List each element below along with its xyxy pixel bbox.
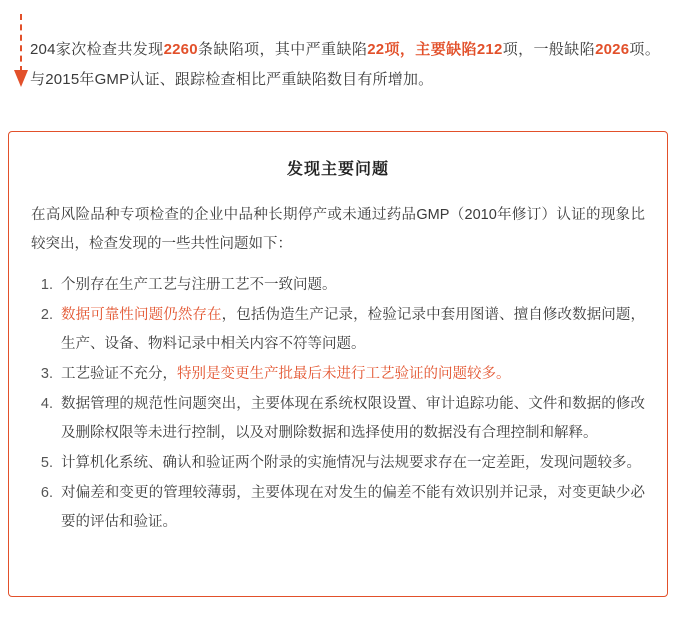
summary-text-run: 项。与2015年GMP认证、跟踪检查相比严重缺陷数目有所增加。 <box>30 41 661 88</box>
panel-title: 发现主要问题 <box>286 161 389 178</box>
summary-highlight: 项，主要缺陷 <box>384 41 477 58</box>
main-problems-panel <box>8 131 668 597</box>
dashed-line <box>20 14 22 72</box>
summary-section <box>0 0 684 95</box>
problem-text-run: 对偏差和变更的管理较薄弱，主要体现在对发生的偏差不能有效识别并记录，对变更缺少必要的评估和验证。 <box>61 485 645 530</box>
problem-list-item <box>57 301 645 359</box>
problem-highlight-text: 数据可靠性问题仍然存在 <box>61 307 222 323</box>
problem-list-item <box>57 360 645 389</box>
down-arrow-marker-icon <box>14 14 28 92</box>
problem-list <box>31 271 645 537</box>
summary-text-run: 204家次检查共发现 <box>30 41 164 58</box>
summary-text-run: 条缺陷项，其中严重缺陷 <box>197 41 368 58</box>
summary-highlight: 2026 <box>595 41 630 58</box>
problem-highlight-text: 个别存在生产工艺与注册工艺不一致问题。 <box>61 277 337 293</box>
summary-text-run: 项，一般缺陷 <box>502 41 596 58</box>
summary-paragraph <box>30 35 660 95</box>
problem-list-item <box>57 390 645 448</box>
summary-highlight: 22 <box>367 41 385 58</box>
summary-highlight: 212 <box>476 41 503 58</box>
problem-text-run: ，包括伪造生产记录，检验记录中套用图谱、擅自修改数据问题，生产、设备、物料记录中相关内容不符等问题。 <box>61 307 646 352</box>
problem-list-item <box>57 479 645 537</box>
problem-text-run: 计算机化系统、确认和验证两个附录的实施情况与法规要求存在一定差距，发现问题较多。 <box>61 455 641 471</box>
problem-text-run: 数据管理的规范性问题突出，主要体现在系统权限设置、审计追踪功能、文件和数据的修改及删除权限等未进行控制，以及对删除数据和选择使用的数据没有合理控制和解释。 <box>61 396 645 441</box>
problem-list-item <box>57 449 645 478</box>
problem-list-item <box>57 271 645 300</box>
problem-text-run: 工艺验证不充分， <box>61 366 177 382</box>
arrow-head-icon <box>14 70 28 87</box>
summary-highlight: 2260 <box>163 41 198 58</box>
panel-intro-paragraph: 在高风险品种专项检查的企业中品种长期停产或未通过药品GMP（2010年修订）认证的现象比较突出，检查发现的一些共性问题如下： <box>31 207 645 252</box>
problem-highlight-text: 特别是变更生产批最后未进行工艺验证的问题较多。 <box>177 366 511 382</box>
